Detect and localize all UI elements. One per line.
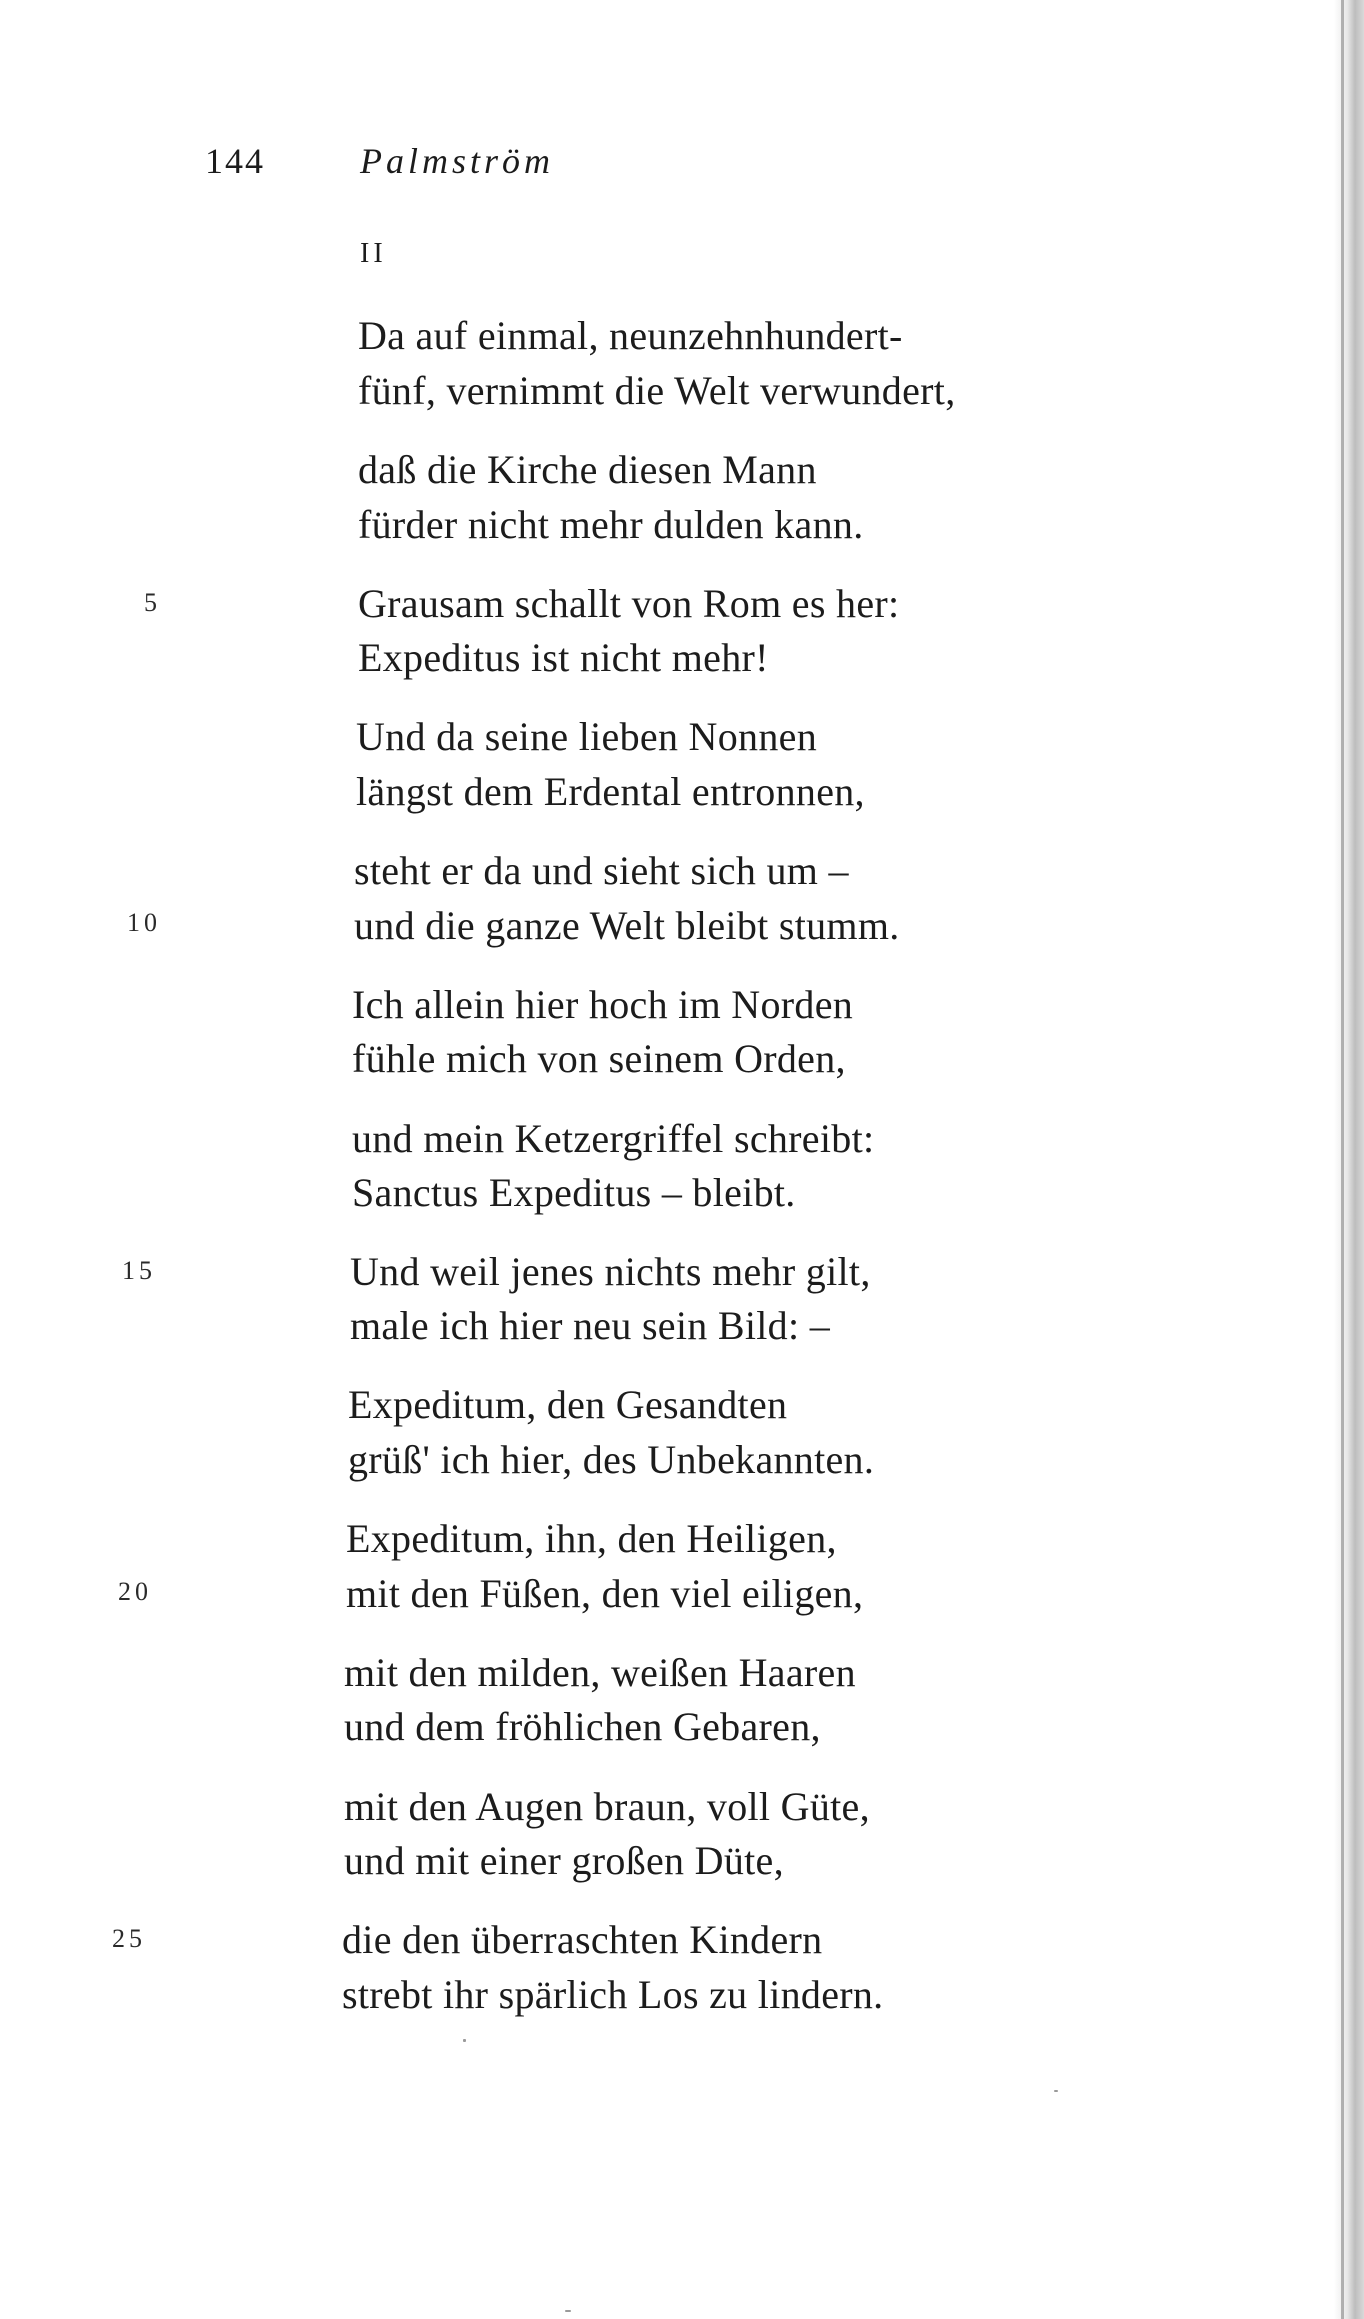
verse-line: Sanctus Expeditus – bleibt. [352, 1170, 796, 1215]
line-number: 20 [118, 1577, 152, 1606]
verse-line: fühle mich von seinem Orden, [352, 1036, 846, 1081]
verse-line: Grausam schallt von Rom es her: [358, 581, 900, 626]
verse-line: und mein Ketzergriffel schreibt: [352, 1116, 875, 1161]
running-head: Palmström [360, 141, 555, 181]
scan-speck [565, 2310, 571, 2312]
verse-line: steht er da und sieht sich um – [354, 848, 849, 893]
verse-line: mit den Füßen, den viel eiligen, [346, 1571, 864, 1616]
verse-line: fürder nicht mehr dulden kann. [358, 502, 864, 547]
verse-line: Expeditum, den Gesandten [348, 1382, 788, 1427]
verse-line: mit den Augen braun, voll Güte, [344, 1784, 870, 1829]
verse-line: mit den milden, weißen Haaren [344, 1650, 856, 1695]
verse-line: und dem fröhlichen Gebaren, [344, 1704, 821, 1749]
page-gutter-shadow [1334, 0, 1364, 2319]
verse-line: und die ganze Welt bleibt stumm. [354, 903, 900, 948]
verse-line: Und weil jenes nichts mehr gilt, [350, 1249, 871, 1294]
verse-line: Und da seine lieben Nonnen [356, 714, 818, 759]
verse-line: strebt ihr spärlich Los zu lindern. [342, 1972, 884, 2017]
section-number: II [360, 238, 387, 269]
verse-line: Ich allein hier hoch im Norden [352, 982, 854, 1027]
line-number: 25 [112, 1924, 146, 1953]
verse-line: male ich hier neu sein Bild: – [350, 1303, 830, 1348]
verse-line: fünf, vernimmt die Welt verwundert, [358, 368, 956, 413]
scan-speck [463, 2039, 466, 2042]
verse-line: daß die Kirche diesen Mann [358, 447, 817, 492]
page-edge-line [1341, 0, 1344, 2319]
line-number: 15 [122, 1256, 156, 1285]
verse-line: längst dem Erdental entronnen, [356, 769, 865, 814]
verse-line: Expeditus ist nicht mehr! [358, 635, 769, 680]
line-number: 5 [144, 588, 161, 617]
verse-line: und mit einer großen Düte, [344, 1838, 784, 1883]
verse-line: grüß' ich hier, des Unbekannten. [348, 1437, 875, 1482]
scan-speck [1054, 2090, 1058, 2092]
line-number: 10 [127, 908, 161, 937]
verse-line: die den überraschten Kindern [342, 1917, 823, 1962]
verse-line: Da auf einmal, neunzehnhundert- [358, 313, 903, 358]
verse-line: Expeditum, ihn, den Heiligen, [346, 1516, 837, 1561]
page-number: 144 [205, 141, 265, 181]
